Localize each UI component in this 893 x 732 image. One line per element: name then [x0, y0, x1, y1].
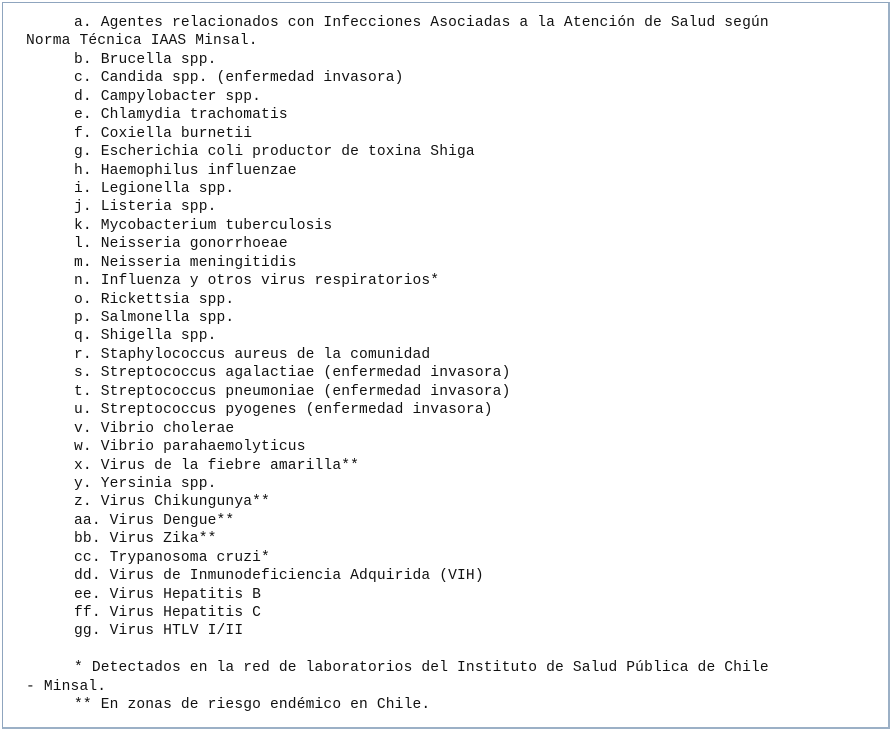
list-item: gg. Virus HTLV I/II — [74, 623, 244, 640]
intro-line-2: Norma Técnica IAAS Minsal. — [26, 33, 258, 50]
list-item: v. Vibrio cholerae — [74, 420, 235, 437]
list-item: i. Legionella spp. — [74, 180, 235, 197]
document-body — [26, 14, 876, 715]
list-item: p. Salmonella spp. — [74, 310, 235, 326]
list-item: c. Candida spp. (enfermedad invasora) — [74, 70, 404, 87]
list-item: l. Neisseria gonorrhoeae — [74, 236, 288, 253]
list-item: z. Virus Chikungunya** — [74, 494, 270, 511]
list-item: j. Listeria spp. — [74, 199, 217, 216]
list-item: bb. Virus Zika** — [74, 531, 217, 548]
list-item: ee. Virus Hepatitis B — [74, 586, 262, 603]
list-item: x. Virus de la fiebre amarilla** — [74, 457, 360, 474]
list-item: ff. Virus Hepatitis C — [74, 605, 262, 621]
list-item: cc. Trypanosoma cruzi* — [74, 549, 270, 566]
footnotes — [26, 659, 876, 714]
footnote-1-line-2: - Minsal. — [26, 678, 107, 695]
list-item: b. Brucella spp. — [74, 51, 217, 68]
list-item: q. Shigella spp. — [74, 328, 217, 345]
list-item: y. Yersinia spp. — [74, 475, 217, 492]
list-item: m. Neisseria meningitidis — [74, 254, 297, 271]
list-item: d. Campylobacter spp. — [74, 88, 262, 105]
list-item: e. Chlamydia trachomatis — [74, 107, 288, 124]
footnote-1-line-1: * Detectados en la red de laboratorios del Instituto de Salud Pública de Chile — [74, 660, 769, 677]
footnote-2: ** En zonas de riesgo endémico en Chile. — [74, 697, 431, 714]
list-item: k. Mycobacterium tuberculosis — [74, 217, 333, 234]
list-item: h. Haemophilus influenzae — [74, 162, 297, 179]
list-item: w. Vibrio parahaemolyticus — [74, 439, 306, 456]
list-item: u. Streptococcus pyogenes (enfermedad invasora) — [74, 402, 493, 419]
list-item: s. Streptococcus agalactiae (enfermedad invasora) — [74, 365, 511, 382]
agent-list — [26, 51, 876, 641]
list-item: g. Escherichia coli productor de toxina Shiga — [74, 144, 475, 161]
intro-line-1: a. Agentes relacionados con Infecciones Asociadas a la Atención de Salud según — [74, 15, 769, 31]
blank-line — [26, 641, 876, 659]
list-item: o. Rickettsia spp. — [74, 291, 235, 308]
list-item: aa. Virus Dengue** — [74, 512, 235, 529]
list-item: dd. Virus de Inmunodeficiencia Adquirida (VIH) — [74, 568, 484, 585]
list-item: t. Streptococcus pneumoniae (enfermedad invasora) — [74, 383, 511, 400]
list-item: r. Staphylococcus aureus de la comunidad — [74, 346, 431, 363]
list-item: n. Influenza y otros virus respiratorios* — [74, 273, 440, 290]
list-item: f. Coxiella burnetii — [74, 125, 253, 142]
